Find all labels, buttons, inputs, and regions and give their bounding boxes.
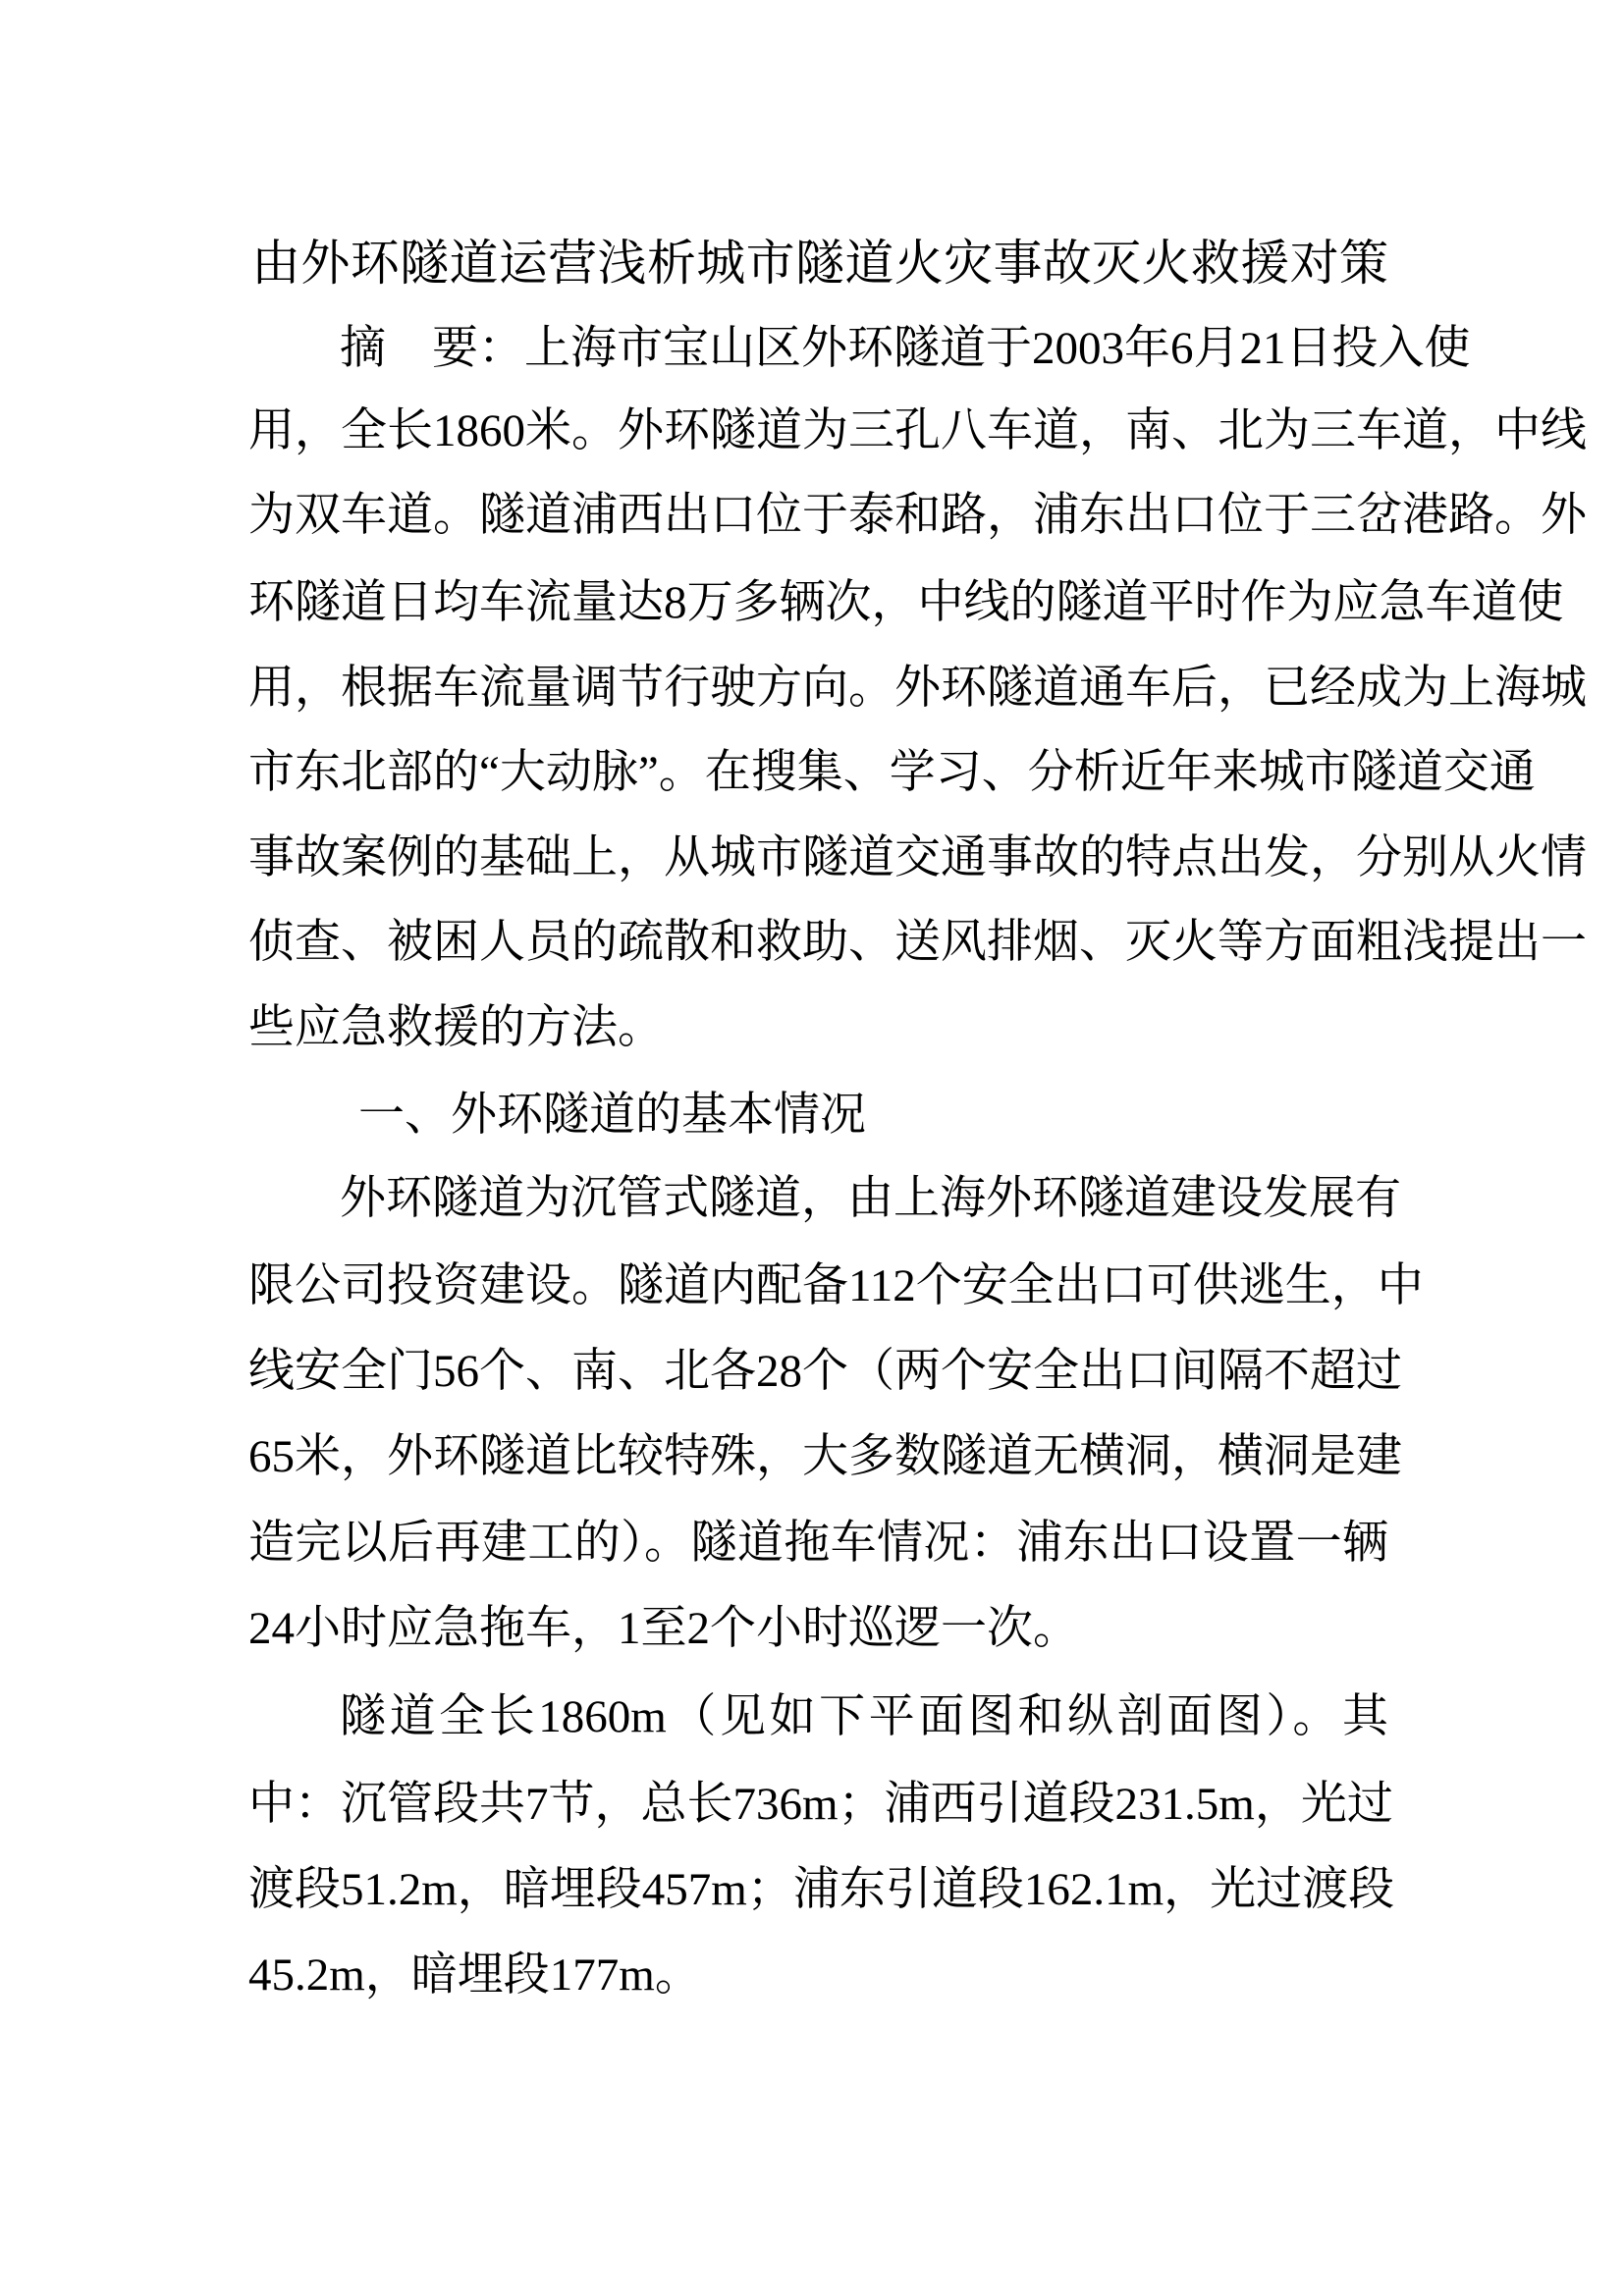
paragraph-line: 外环隧道为沉管式隧道，由上海外环隧道建设发展有 [340, 1173, 1401, 1224]
abstract-line: 为双车道。隧道浦西出口位于泰和路，浦东出口位于三岔港路。外 [248, 490, 1587, 541]
paragraph-line: 65米，外环隧道比较特殊，大多数隧道无横洞，横洞是建 [248, 1431, 1402, 1482]
paragraph-line: 造完以后再建工的）。隧道拖车情况：浦东出口设置一辆 [248, 1518, 1388, 1569]
paragraph-line: 45.2m，暗埋段177m。 [248, 1949, 701, 2001]
paragraph-line: 线安全门56个、南、北各28个（两个安全出口间隔不超过 [248, 1346, 1402, 1397]
paragraph-line: 隧道全长1860m（见如下平面图和纵剖面图）。其 [340, 1691, 1388, 1742]
section-heading: 一、外环隧道的基本情况 [358, 1090, 866, 1141]
abstract-line: 用，根据车流量调节行驶方向。外环隧道通车后，已经成为上海城 [248, 663, 1587, 714]
abstract-line: 侦查、被困人员的疏散和救助、送风排烟、灭火等方面粗浅提出一 [248, 917, 1587, 968]
abstract-line: 环隧道日均车流量达8万多辆次，中线的隧道平时作为应急车道使 [248, 577, 1564, 628]
paragraph-line: 限公司投资建设。隧道内配备112个安全出口可供逃生，中 [248, 1260, 1424, 1311]
paragraph-line: 中：沉管段共7节，总长736m；浦西引道段231.5m，光过 [248, 1779, 1393, 1830]
abstract-line: 摘 要：上海市宝山区外环隧道于2003年6月21日投入使 [340, 323, 1471, 374]
abstract-line: 用，全长1860米。外环隧道为三孔八车道，南、北为三车道，中线 [248, 405, 1587, 456]
paragraph-line: 渡段51.2m，暗埋段457m；浦东引道段162.1m，光过渡段 [248, 1864, 1395, 1915]
abstract-line: 些应急救援的方法。 [248, 1002, 664, 1053]
abstract-line: 市东北部的“大动脉”。在搜集、学习、分析近年来城市隧道交通 [248, 747, 1536, 798]
document-title: 由外环隧道运营浅析城市隧道火灾事故灭火救援对策 [251, 236, 1388, 291]
abstract-line: 事故案例的基础上，从城市隧道交通事故的特点出发，分别从火情 [248, 832, 1587, 883]
paragraph-line: 24小时应急拖车，1至2个小时巡逻一次。 [248, 1603, 1079, 1654]
